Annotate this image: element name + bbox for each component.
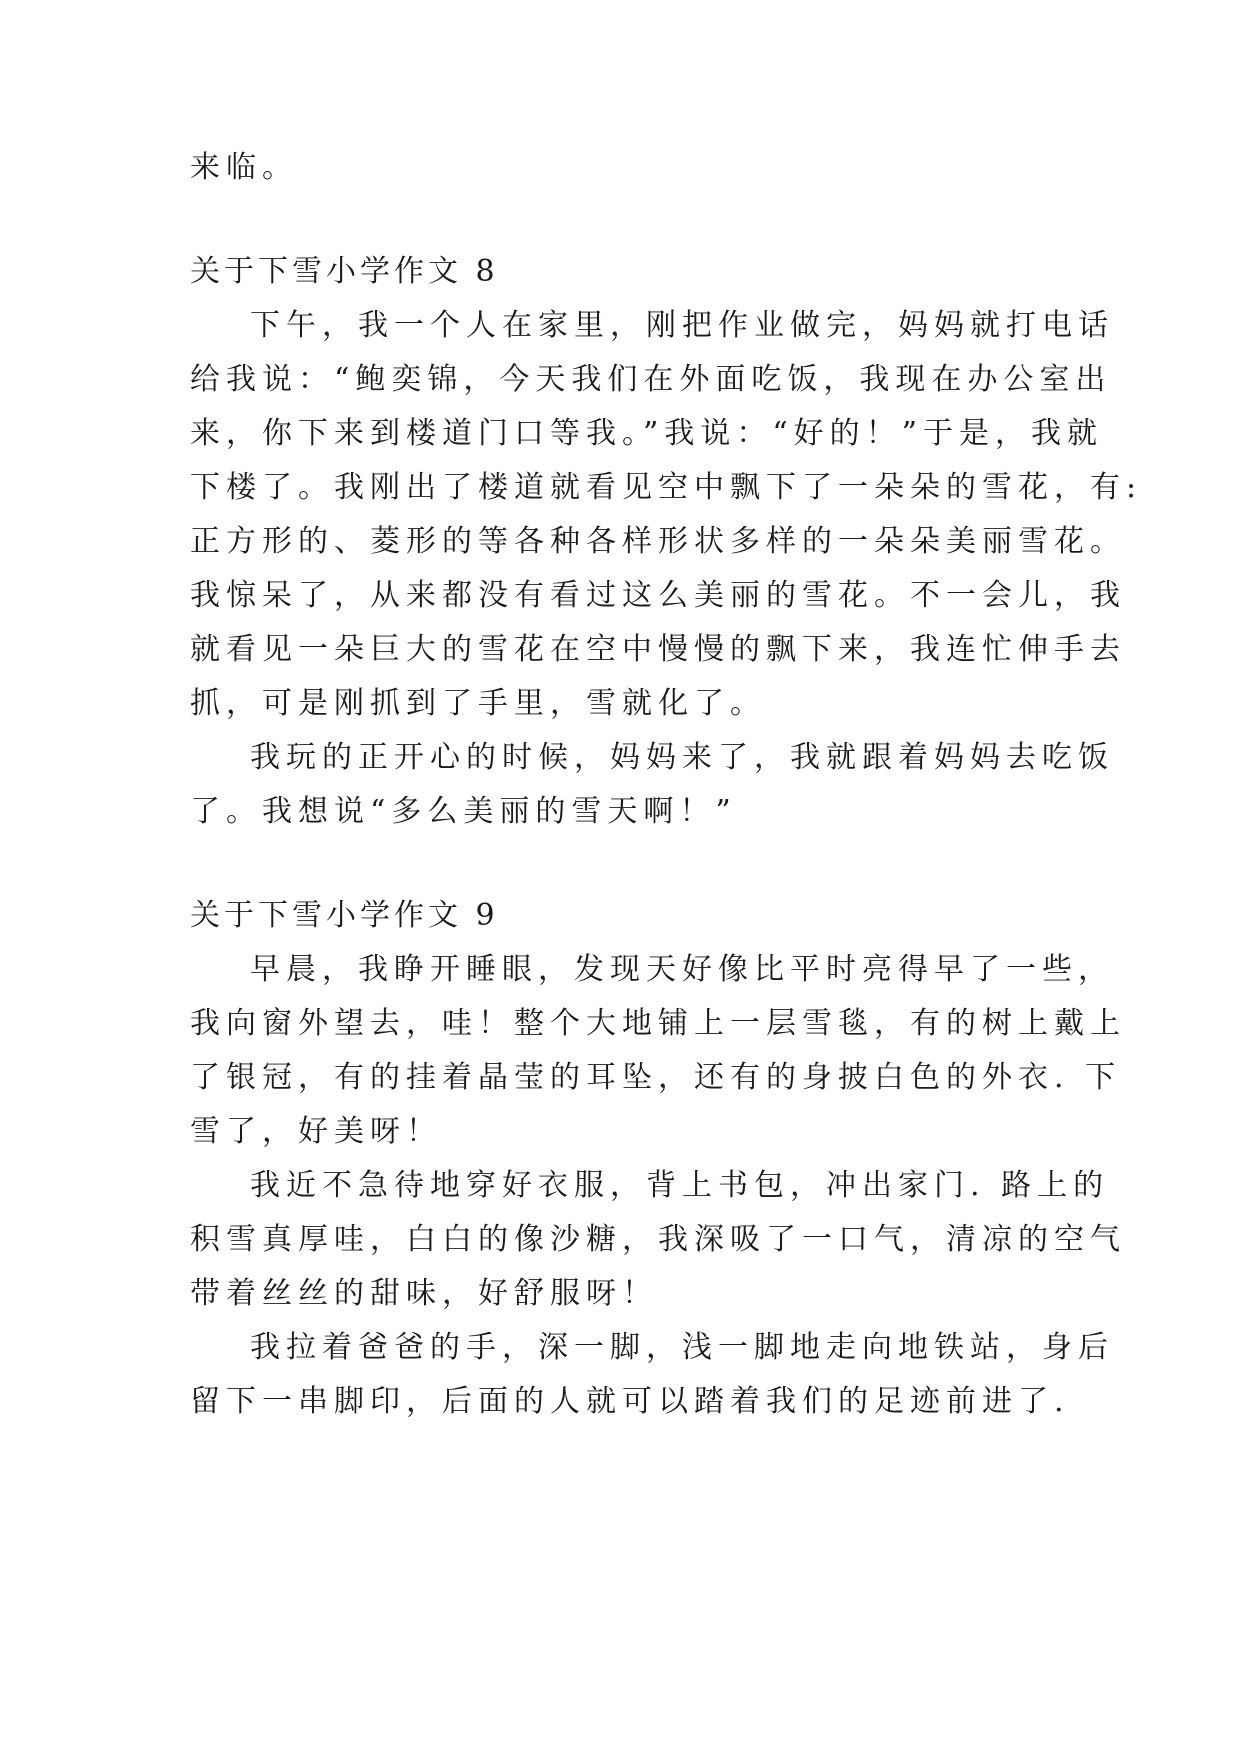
paragraph-line: 正方形的、菱形的等各种各样形状多样的一朵朵美丽雪花。: [190, 524, 1126, 559]
paragraph-line: 我拉着爸爸的手，深一脚，浅一脚地走向地铁站，身后: [250, 1330, 1114, 1365]
paragraph-line: 我惊呆了，从来都没有看过这么美丽的雪花。不一会儿，我: [190, 578, 1126, 613]
paragraph-line: 抓，可是刚抓到了手里，雪就化了。: [190, 686, 766, 721]
section-title: 关于下雪小学作文 8: [190, 254, 499, 289]
paragraph-line: 积雪真厚哇，白白的像沙糖，我深吸了一口气，清凉的空气: [190, 1222, 1126, 1257]
paragraph-line: 来，你下来到楼道门口等我。”我说：“好的！”于是，我就: [190, 416, 1104, 451]
paragraph-line: 来临。: [190, 150, 298, 185]
paragraph-line: 给我说：“鲍奕锦，今天我们在外面吃饭，我现在办公室出: [190, 362, 1112, 397]
paragraph-line: 下楼了。我刚出了楼道就看见空中飘下了一朵朵的雪花，有:: [190, 470, 1143, 505]
section-title: 关于下雪小学作文 9: [190, 898, 499, 933]
paragraph-line: 了。我想说“多么美丽的雪天啊！”: [190, 794, 737, 829]
paragraph-line: 我近不急待地穿好衣服，背上书包，冲出家门. 路上的: [250, 1168, 1110, 1203]
paragraph-line: 带着丝丝的甜味，好舒服呀！: [190, 1276, 658, 1311]
paragraph-line: 早晨，我睁开睡眼，发现天好像比平时亮得早了一些，: [250, 952, 1114, 987]
paragraph-line: 雪了，好美呀！: [190, 1114, 442, 1149]
paragraph-line: 我玩的正开心的时候，妈妈来了，我就跟着妈妈去吃饭: [250, 740, 1114, 775]
paragraph-line: 我向窗外望去，哇！整个大地铺上一层雪毯，有的树上戴上: [190, 1006, 1126, 1041]
paragraph-line: 下午，我一个人在家里，刚把作业做完，妈妈就打电话: [250, 308, 1114, 343]
paragraph-line: 留下一串脚印，后面的人就可以踏着我们的足迹前进了.: [190, 1384, 1070, 1419]
paragraph-line: 了银冠，有的挂着晶莹的耳坠，还有的身披白色的外衣. 下: [190, 1060, 1122, 1095]
paragraph-line: 就看见一朵巨大的雪花在空中慢慢的飘下来，我连忙伸手去: [190, 632, 1126, 667]
